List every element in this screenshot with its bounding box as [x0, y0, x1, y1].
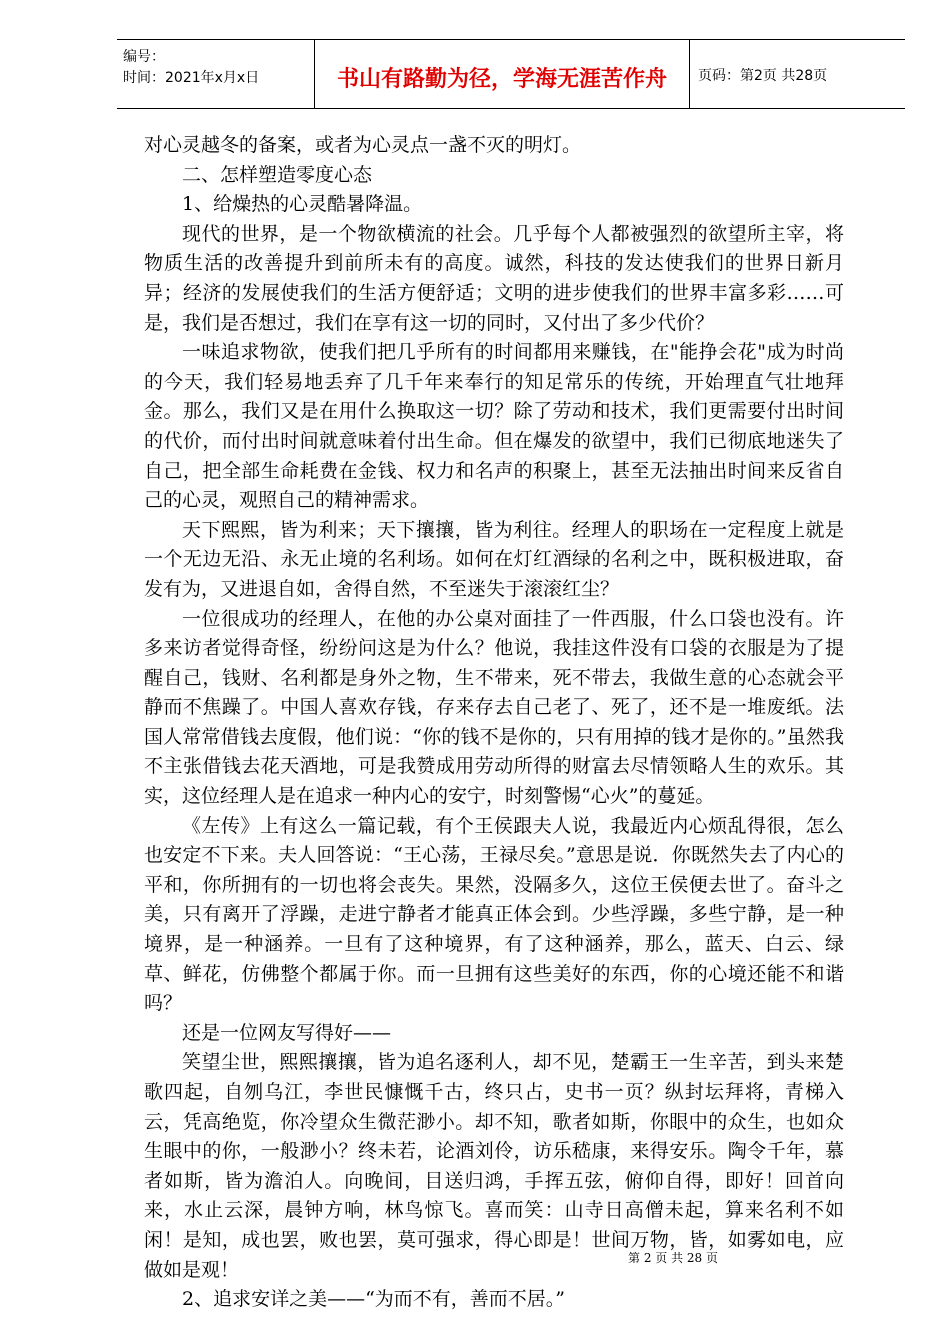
body-paragraph: 天下熙熙，皆为利来；天下攘攘，皆为利往。经理人的职场在一定程度上就是一个无边无沿、永无止境的名利场。如何在灯红酒绿的名利之中，既积极进取，奋发有为，又进退自如，舍得自然，不至迷失于滚滚红尘？: [144, 518, 844, 600]
header-page-info: 页码：第2页 共28页: [698, 68, 828, 84]
body-paragraph: 《左传》上有这么一篇记载，有个王侯跟夫人说，我最近内心烦乱得很，怎么也安定不下来。夫人回答说：“王心荡，王禄尽矣。”意思是说．你既然失去了内心的平和，你所拥有的一切也将会丧失。果然，没隔多久，这位王侯便去世了。奋斗之美，只有离开了浮躁，走进宁静者才能真正体会到。少些浮躁，多些宁静，是一种境界，是一种涵养。一旦有了这种境界，有了这种涵养，那么，蓝天、白云、绿草、鲜花，仿佛整个都属于你。而一旦拥有这些美好的东西，你的心境还能不和谐吗？: [144, 814, 844, 1015]
quoted-poem-paragraph: 笑望尘世，熙熙攘攘，皆为追名逐利人，却不见，楚霸王一生辛苦，到头来楚歌四起，自刎乌江，李世民慷慨千古，终只占，史书一页？纵封坛拜将，青梯入云，凭高绝览，你冷望众生微茫渺小。却不知，歌者如斯，你眼中的众生，也如众生眼中的你，一般渺小？终未若，论酒刘伶，访乐嵇康，来得安乐。陶令千年，慕者如斯，皆为澹泊人。向晚间，目送归鸿，手挥五弦，俯仰自得，即好！回首向来，水止云深，晨钟方响，林鸟惊飞。喜而笑：山寺日高僧未起，算来名利不如闲！是知，成也罢，败也罢，莫可强求，得心即是！世间万物，皆，如雾如电，应做如是观！: [144, 1051, 844, 1281]
subsection-heading: 2、追求安详之美——“为而不有，善而不居。”: [182, 1288, 566, 1311]
page-header: [117, 39, 905, 109]
header-motto-cell: [315, 40, 690, 108]
section-heading: 二、怎样塑造零度心态: [182, 163, 373, 186]
body-paragraph: 对心灵越冬的备案，或者为心灵点一盏不灭的明灯。: [144, 134, 582, 156]
header-meta-cell: [117, 40, 315, 108]
document-date-label: 时间：2021年x月x日: [123, 70, 260, 86]
header-motto: 书山有路勤为径，学海无涯苦作舟: [336, 67, 667, 92]
page-footer: 第 2 页 共 28 页: [628, 1251, 718, 1265]
document-number-label: 编号：: [123, 49, 165, 65]
subsection-heading: 1、给燥热的心灵酷暑降温。: [182, 193, 423, 216]
body-paragraph: 现代的世界，是一个物欲横流的社会。几乎每个人都被强烈的欲望所主宰，将物质生活的改善提升到前所未有的高度。诚然，科技的发达使我们的世界日新月异；经济的发展使我们的生活方便舒适；文明的进步使我们的世界丰富多彩……可是，我们是否想过，我们在享有这一切的同时，又付出了多少代价？: [144, 222, 844, 334]
document-body: [144, 131, 844, 1315]
header-page-cell: [690, 40, 905, 108]
body-paragraph: 还是一位网友写得好——: [182, 1021, 392, 1044]
body-paragraph: 一位很成功的经理人，在他的办公桌对面挂了一件西服，什么口袋也没有。许多来访者觉得奇怪，纷纷问这是为什么？他说，我挂这件没有口袋的衣服是为了提醒自己，钱财、名利都是身外之物，生不带来，死不带去，我做生意的心态就会平静而不焦躁了。中国人喜欢存钱，存来存去自己老了、死了，还不是一堆废纸。法国人常常借钱去度假，他们说：“你的钱不是你的，只有用掉的钱才是你的。”虽然我不主张借钱去花天酒地，可是我赞成用劳动所得的财富去尽情领略人生的欢乐。其实，这位经理人是在追求一种内心的安宁，时刻警惕“心火”的蔓延。: [144, 607, 844, 808]
body-paragraph: 一味追求物欲，使我们把几乎所有的时间都用来赚钱，在"能挣会花"成为时尚的今天，我们轻易地丢弃了几千年来奉行的知足常乐的传统，开始理直气壮地拜金。那么，我们又是在用什么换取这一切？除了劳动和技术，我们更需要付出时间的代价，而付出时间就意味着付出生命。但在爆发的欲望中，我们已彻底地迷失了自己，把全部生命耗费在金钱、权力和名声的积聚上，甚至无法抽出时间来反省自己的心灵，观照自己的精神需求。: [144, 341, 844, 512]
